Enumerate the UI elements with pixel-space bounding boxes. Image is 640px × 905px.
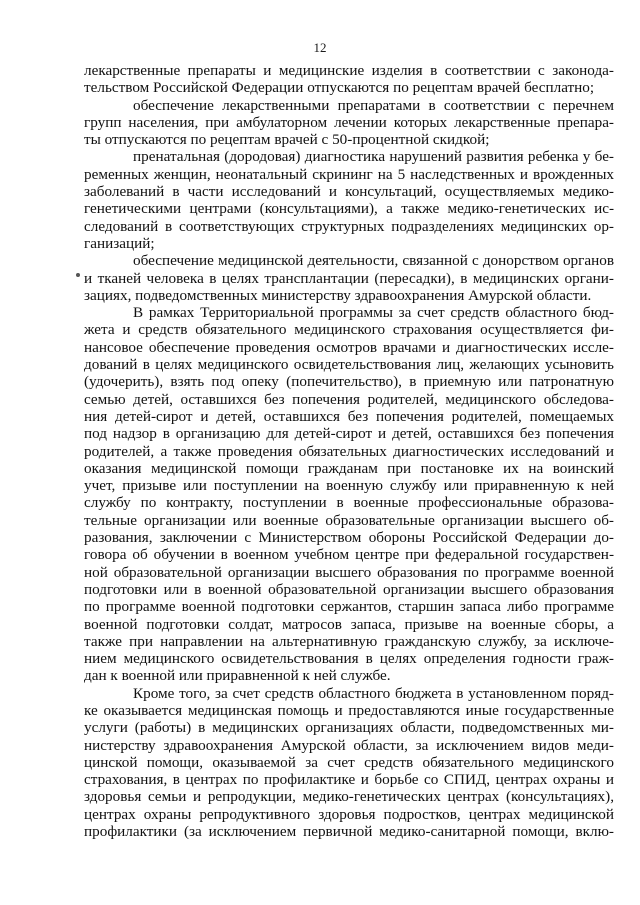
- text-line: по программе военной подготовки сержантов, старшин запаса либо программе: [84, 598, 614, 616]
- text-line: ния детей-сирот и детей, оставшихся без попечения родителей, помещаемых: [84, 407, 614, 425]
- text-line: военной подготовки солдат, матросов запаса, призыве на военные сборы, а: [84, 615, 614, 633]
- text-line: профилактики (за исключением первичной медико-санитарной помощи, вклю-: [84, 823, 614, 841]
- text-line: ременных женщин, неонатальный скрининг на 5 наследственных и врожденных: [84, 165, 614, 183]
- text-line: пренатальная (дородовая) диагностика нарушений развития ребенка у бе-: [133, 148, 614, 166]
- text-line: В рамках Территориальной программы за счет средств областного бюд-: [133, 304, 614, 322]
- text-line: и тканей человека в целях трансплантации (пересадки), в медицинских органи-: [84, 269, 614, 287]
- text-line: дан к военной или приравненной к ней службе.: [84, 667, 391, 685]
- page-number: 12: [313, 40, 327, 55]
- text-line: зациях, подведомственных министерству здравоохранения Амурской области.: [84, 286, 592, 304]
- text-line: ке оказывается медицинская помощь и предоставляются иные государственные: [84, 701, 614, 719]
- text-line: нистерству здравоохранения Амурской области, за исключением видов меди-: [84, 736, 614, 754]
- margin-mark: [76, 273, 80, 277]
- text-line: разования, заключении с Министерством обороны Российской Федерации до-: [84, 529, 614, 547]
- text-line: генетическими центрами (консультациями), а также медико-генетических ис-: [84, 200, 614, 218]
- text-line: семью детей, оставшихся без попечения родителей, медицинского обследова-: [84, 390, 614, 408]
- text-line: подготовки или в военной образовательной организации высшего образования: [84, 580, 614, 598]
- text-line: нием медицинского освидетельствования в целях определения годности граж-: [84, 650, 614, 668]
- text-line: страхования, в центрах по профилактике и борьбе со СПИД, центрах охраны и: [84, 771, 614, 789]
- text-line: нансовое обеспечение проведения осмотров врачами и диагностических иссле-: [84, 338, 614, 356]
- document-body: [84, 62, 614, 840]
- text-line: ганизаций;: [84, 234, 155, 252]
- text-line: следований в соответствующих структурных подразделениях медицинских ор-: [84, 217, 614, 235]
- text-line: также при направлении на альтернативную гражданскую службу, за исключе-: [84, 632, 614, 650]
- text-line: тельные организации или военные образовательные организации высшего об-: [84, 511, 614, 529]
- text-line: групп населения, при амбулаторном лечении которых лекарственные препара-: [84, 113, 614, 131]
- text-line: центрах охраны репродуктивного здоровья подростков, центрах медицинской: [84, 805, 614, 823]
- text-line: тельством Российской Федерации отпускаются по рецептам врачей бесплатно;: [84, 79, 595, 97]
- text-line: говора об обучении в военном учебном центре при федеральной государствен-: [84, 546, 614, 564]
- text-line: услуги (работы) в медицинских организациях области, подведомственных ми-: [84, 719, 614, 737]
- text-line: под надзор в организацию для детей-сирот и детей, оставшихся без попечения: [84, 425, 614, 443]
- text-line: службу по контракту, поступлении в военные профессиональные образова-: [84, 494, 614, 512]
- text-line: ты отпускаются по рецептам врачей с 50-процентной скидкой;: [84, 131, 490, 149]
- text-line: родителей, а также проведения обязательных диагностических исследований и: [84, 442, 614, 460]
- text-line: учет, призыве или поступлении на военную службу или приравненную к ней: [84, 477, 614, 495]
- text-line: дований в целях медицинского освидетельствования лиц, желающих усыновить: [84, 356, 614, 374]
- text-line: оказания медицинской помощи гражданам при постановке их на воинский: [84, 459, 614, 477]
- text-line: обеспечение медицинской деятельности, связанной с донорством органов: [133, 252, 614, 270]
- text-line: цинской помощи, оказываемой за счет средств обязательного медицинского: [84, 753, 614, 771]
- text-line: лекарственные препараты и медицинские изделия в соответствии с законода-: [84, 62, 614, 79]
- text-line: жета и средств обязательного медицинского страхования осуществляется фи-: [84, 321, 614, 339]
- text-line: здоровья семьи и репродукции, медико-генетических центрах (консультациях),: [84, 788, 614, 806]
- text-line: заболеваний в части исследований и консультаций, осуществляемых медико-: [84, 183, 614, 201]
- text-line: ной образовательной организации высшего образования по программе военной: [84, 563, 614, 581]
- text-line: обеспечение лекарственными препаратами в соответствии с перечнем: [133, 96, 614, 114]
- text-line: (удочерить), взять под опеку (попечительство), в приемную или патронатную: [84, 373, 614, 391]
- text-line: Кроме того, за счет средств областного бюджета в установленном поряд-: [133, 684, 614, 702]
